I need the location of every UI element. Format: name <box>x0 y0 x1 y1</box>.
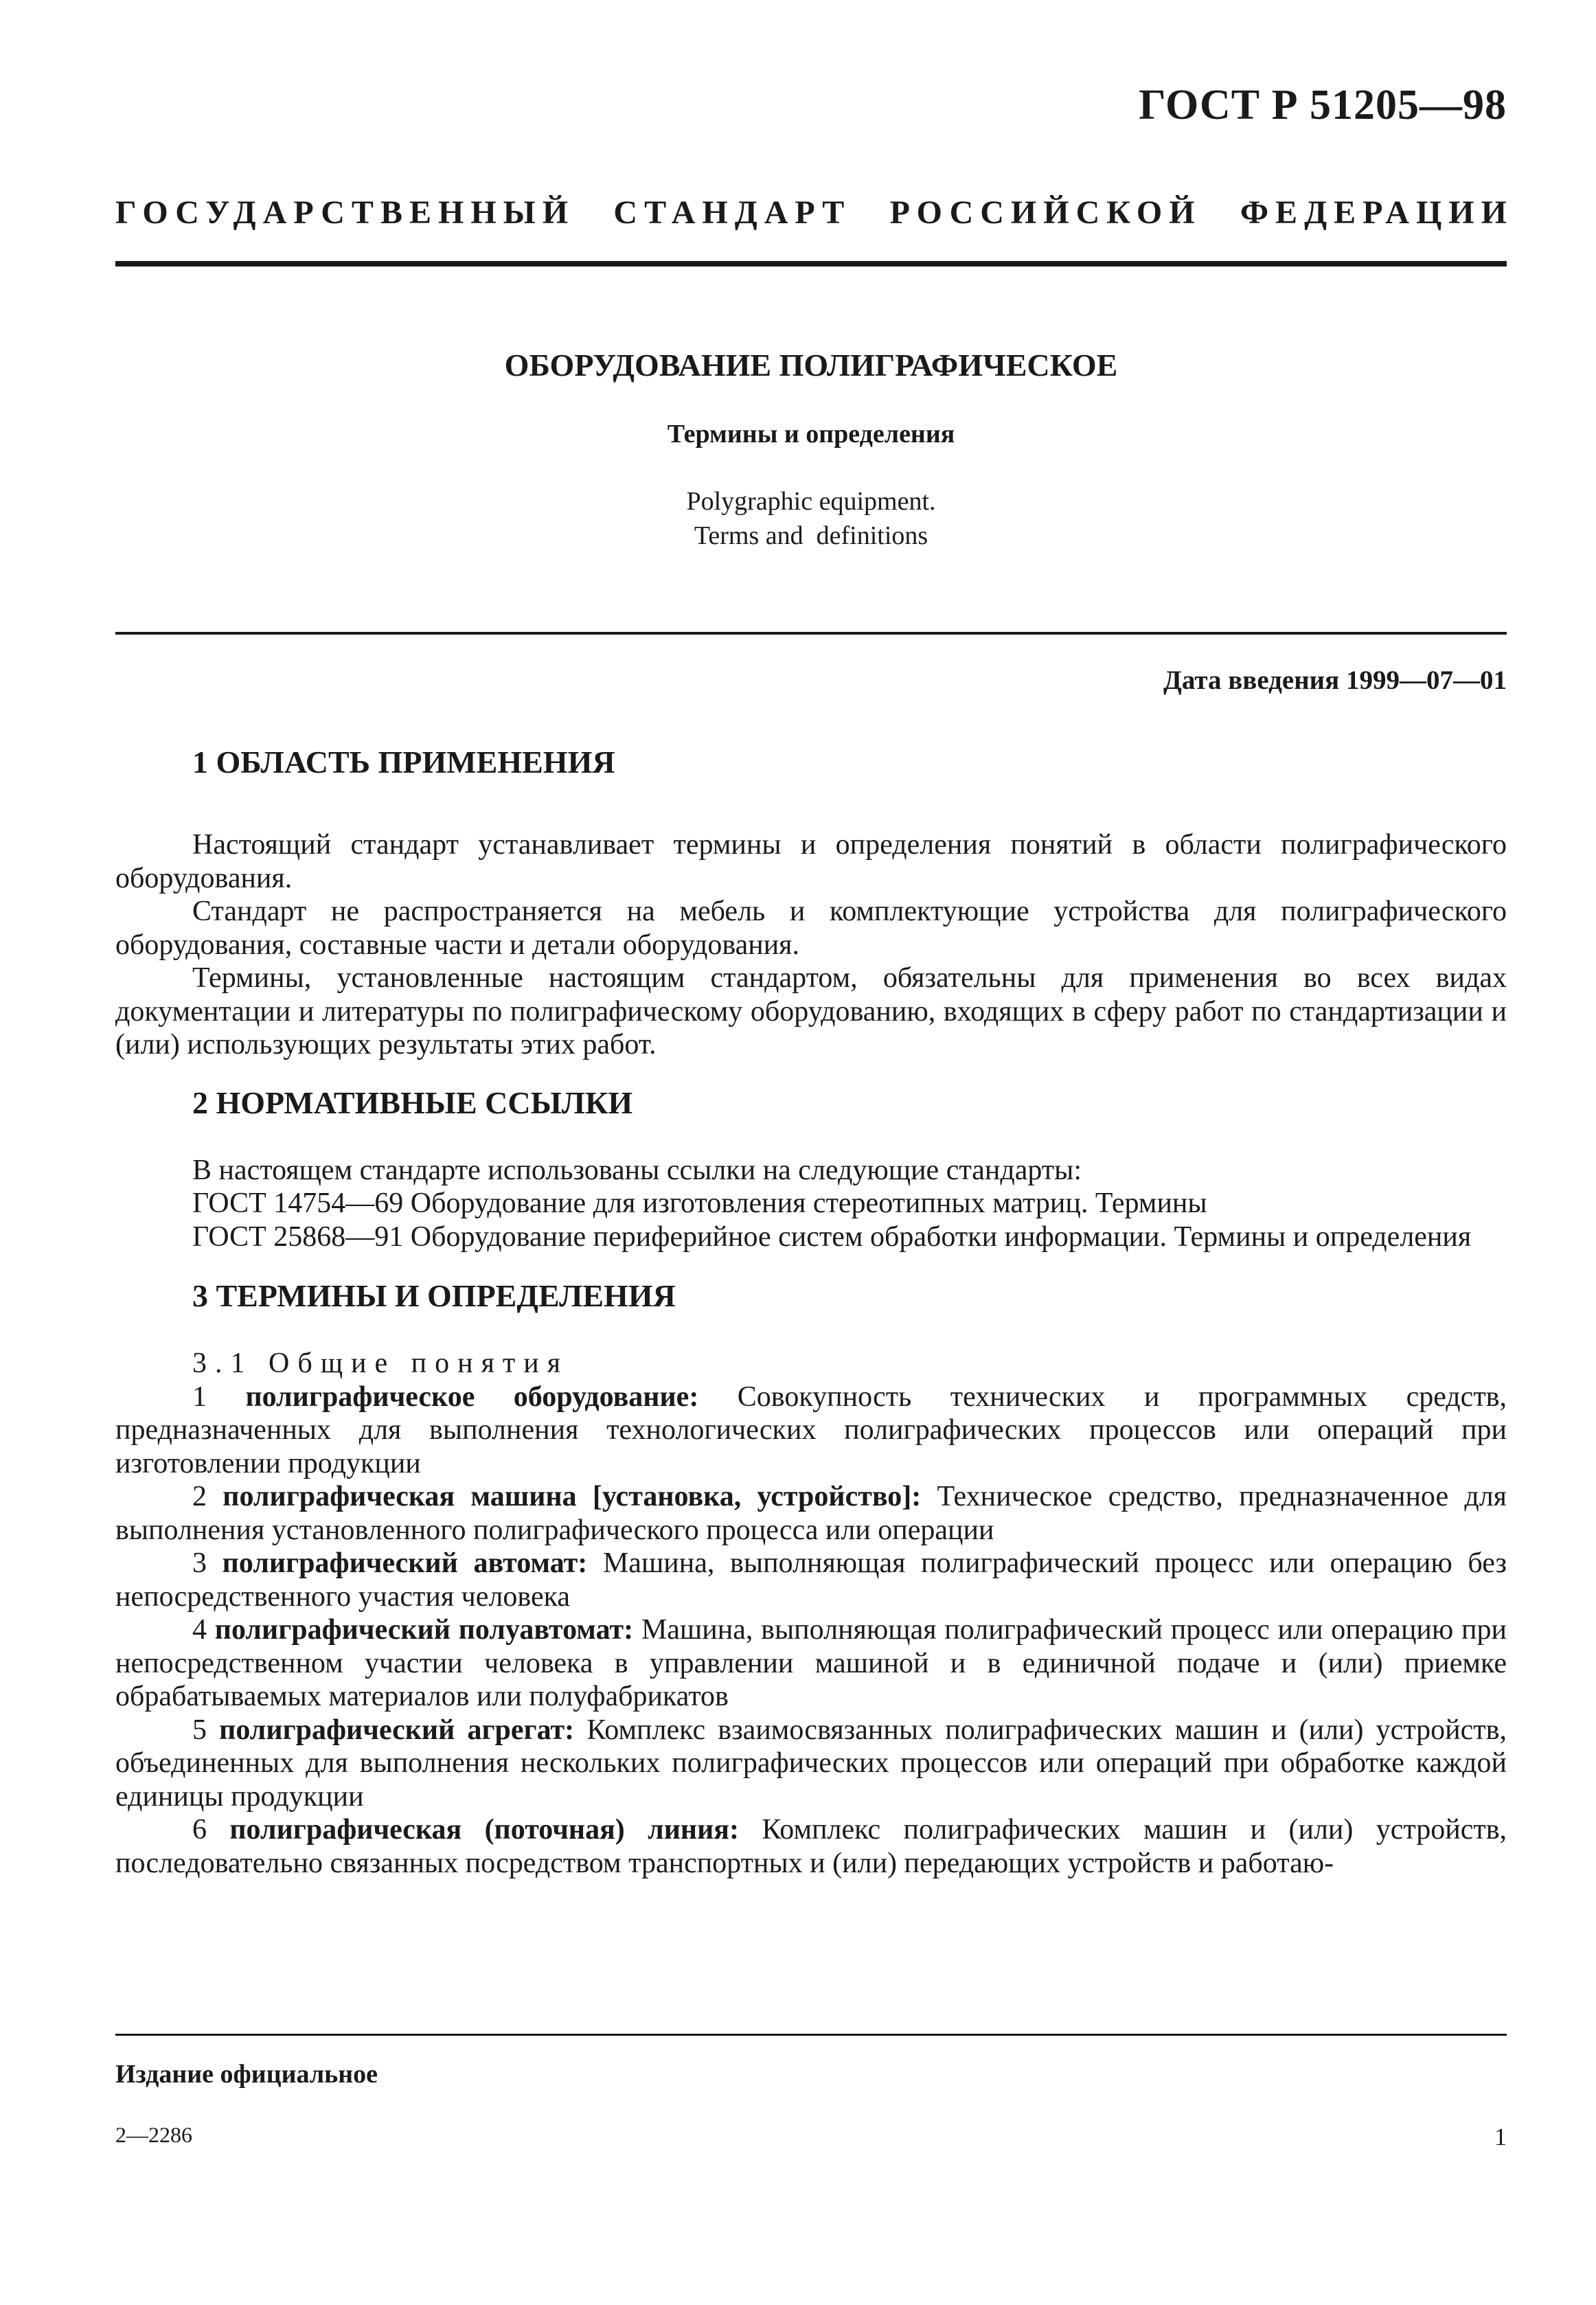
section-heading: 2 НОРМАТИВНЫЕ ССЫЛКИ <box>192 1085 633 1120</box>
term-entry <box>115 1547 1507 1613</box>
paragraph: В настоящем стандарте использованы ссылки на следующие стандарты: <box>192 1154 1082 1186</box>
paragraph: Термины, установленные настоящим стандартом, обязательны для применения во всех видах документации и литературы по полиграфическому оборудованию, входящих в сферу работ по стандартизации и (или) использующих результаты этих работ. <box>115 962 1507 1060</box>
term-definition: Машина, выполняющая полиграфический процесс или операцию при непосредственном участии человека в управлении машиной и в единичной подаче и (или) приемке обрабатываемых материалов или полуфабрикатов <box>115 1614 1507 1712</box>
standard-header-word: СТАНДАРТ <box>613 194 852 231</box>
term-entry <box>115 1480 1507 1547</box>
document-title: ОБОРУДОВАНИЕ ПОЛИГРАФИЧЕСКОЕ <box>504 348 1118 383</box>
section-heading: 3 ТЕРМИНЫ И ОПРЕДЕЛЕНИЯ <box>192 1278 676 1313</box>
page-number: 1 <box>1494 2123 1507 2150</box>
term-entry <box>115 1613 1507 1714</box>
document-subtitle: Термины и определения <box>667 420 955 448</box>
term-entry <box>115 1381 1507 1481</box>
footer-divider <box>115 2034 1507 2036</box>
term-number: 5 <box>192 1714 207 1746</box>
term-name: полиграфическая (поточная) линия: <box>229 1814 740 1846</box>
paragraph: Стандарт не распространяется на мебель и комплектующие устройства для полиграфического оборудования, составные части и детали оборудования. <box>115 896 1507 961</box>
term-definition: Совокупность технических и программных средств, предназначенных для выполнения технологических полиграфических процессов или операций при изготовлении продукции <box>115 1381 1507 1479</box>
subsection-title: 3.1 Общие понятия <box>192 1348 569 1379</box>
document-code: ГОСТ Р 51205—98 <box>1139 82 1507 128</box>
document-body <box>115 742 1507 1880</box>
standard-header-word: РОССИЙСКОЙ <box>889 194 1202 231</box>
term-entry <box>115 1813 1507 1880</box>
term-name: полиграфический автомат: <box>222 1547 588 1579</box>
standard-header <box>115 194 1514 231</box>
term-number: 3 <box>192 1547 207 1579</box>
term-name: полиграфическая машина [установка, устройство]: <box>223 1481 922 1512</box>
reference-item: ГОСТ 25868—91 Оборудование периферийное систем обработки информации. Термины и определения <box>192 1220 1472 1253</box>
term-name: полиграфический агрегат: <box>219 1714 575 1746</box>
header-divider <box>115 261 1507 266</box>
standard-header-word: ГОСУДАРСТВЕННЫЙ <box>115 194 575 231</box>
term-number: 4 <box>192 1614 207 1646</box>
official-edition-label: Издание официальное <box>115 2060 378 2089</box>
term-name: полиграфический полуавтомат: <box>214 1614 634 1646</box>
term-definition: Машина, выполняющая полиграфический процесс или операцию без непосредственного участия человека <box>115 1547 1507 1613</box>
paragraph: Настоящий стандарт устанавливает термины и определения понятий в области полиграфического оборудования. <box>115 829 1507 894</box>
reference-item: ГОСТ 14754—69 Оборудование для изготовления стереотипных матриц. Термины <box>192 1188 1207 1219</box>
section-heading: 1 ОБЛАСТЬ ПРИМЕНЕНИЯ <box>192 745 615 780</box>
term-number: 6 <box>192 1814 207 1846</box>
subsection-heading <box>115 1347 1507 1381</box>
standard-header-word: ФЕДЕРАЦИИ <box>1240 194 1514 231</box>
term-definition: Комплекс взаимосвязанных полиграфических машин и (или) устройств, объединенных для выполнения нескольких полиграфических процессов или операций при обработке каждой единицы продукции <box>115 1714 1507 1813</box>
english-title <box>115 484 1507 553</box>
term-definition: Техническое средство, предназначенное для выполнения установленного полиграфического процесса или операции <box>115 1481 1507 1546</box>
english-title-line: Polygraphic equipment. <box>686 487 936 516</box>
introduction-date: Дата введения 1999—07—01 <box>1163 666 1507 695</box>
term-entry <box>115 1714 1507 1814</box>
term-number: 2 <box>192 1481 207 1512</box>
english-title-line: Terms and definitions <box>694 521 928 550</box>
term-number: 1 <box>192 1381 207 1413</box>
term-definition: Комплекс полиграфических машин и (или) устройств, последовательно связанных посредством транспортных и (или) передающих устройств и работаю- <box>115 1814 1507 1879</box>
term-name: полиграфическое оборудование: <box>245 1381 699 1413</box>
title-divider <box>115 632 1507 635</box>
print-code: 2—2286 <box>115 2122 192 2147</box>
